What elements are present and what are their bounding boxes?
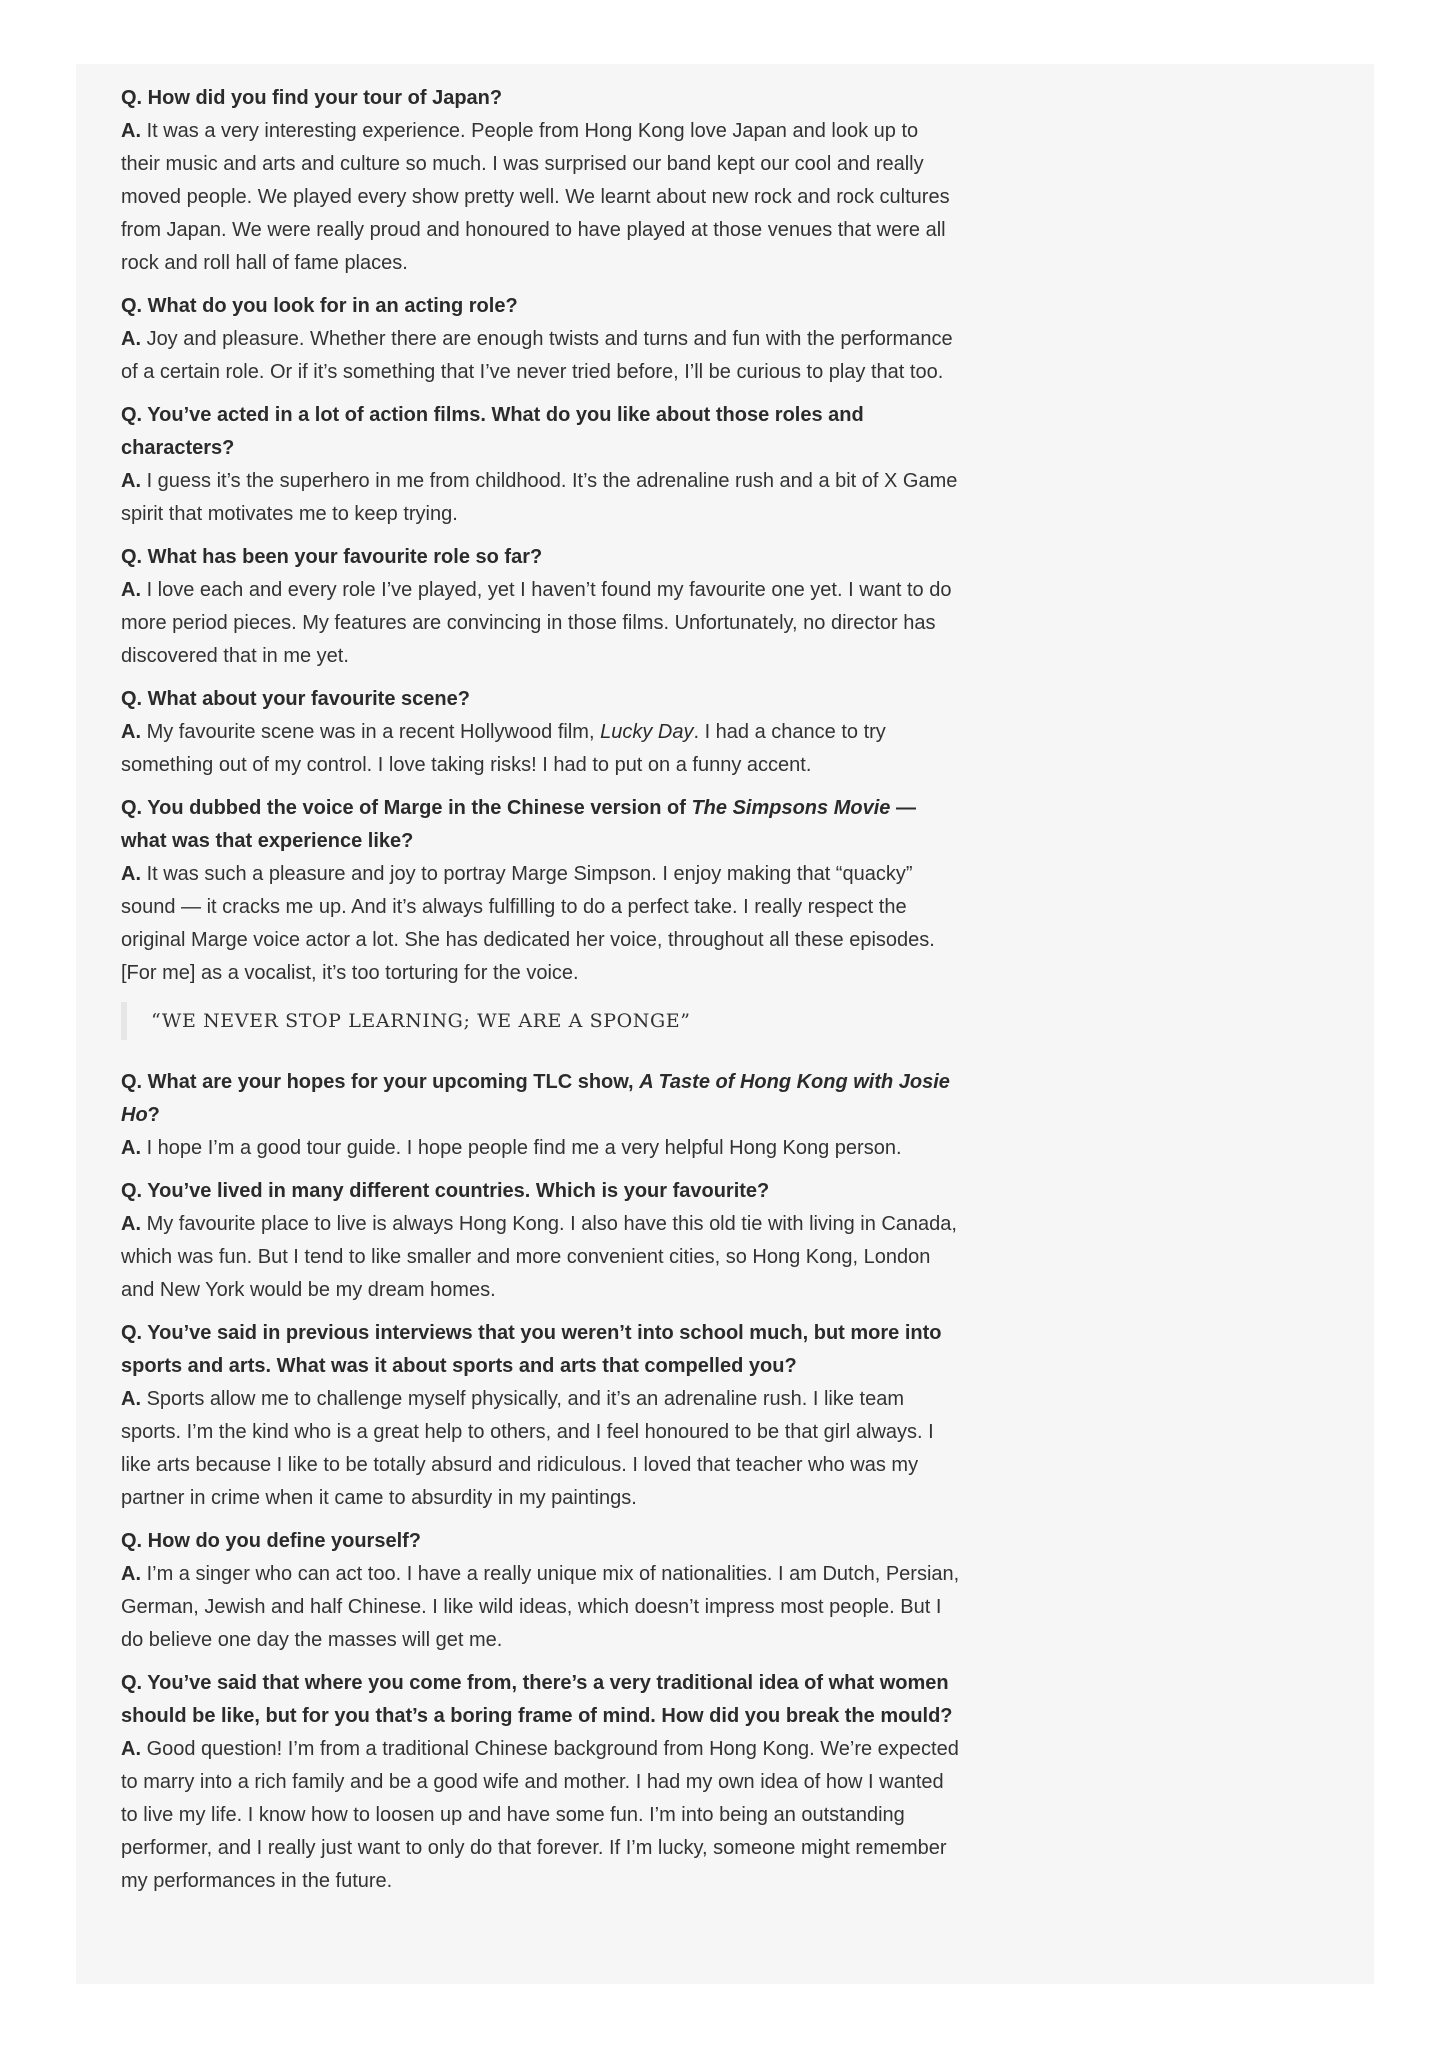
qa-item bbox=[121, 82, 961, 280]
answer-text: My favourite scene was in a recent Hollywood film, bbox=[146, 721, 601, 743]
film-title: The Simpsons Movie bbox=[691, 797, 891, 819]
answer-text: My favourite place to live is always Hong Kong. I also have this old tie with living in Canada, which was fun. But I tend to like smaller and more convenient cities, so Hong Kong, London and New York would be my dream homes. bbox=[121, 1213, 957, 1301]
answer-text: It was such a pleasure and joy to portray Marge Simpson. I enjoy making that “quacky” sound — it cracks me up. And it’s always fulfilling to do a perfect take. I really respect the original Marge voice actor a lot. She has dedicated her voice, throughout all these episodes. [For me] as a vocalist, it’s too torturing for the voice. bbox=[121, 863, 935, 984]
answer-text: I hope I’m a good tour guide. I hope people find me a very helpful Hong Kong person. bbox=[146, 1137, 902, 1159]
answer-prefix: A. bbox=[121, 1137, 141, 1159]
answer bbox=[121, 1733, 961, 1898]
question: Q. You’ve said that where you come from, there’s a very traditional idea of what women should be like, but for you that’s a boring frame of mind. How did you break the mould? bbox=[121, 1672, 953, 1727]
interview-body bbox=[121, 82, 961, 1908]
answer-text: I love each and every role I’ve played, yet I haven’t found my favourite one yet. I want to do more period pieces. My features are convincing in those films. Unfortunately, no director has discovered that in me yet. bbox=[121, 579, 952, 667]
qa-item bbox=[121, 1317, 961, 1515]
answer-prefix: A. bbox=[121, 1388, 141, 1410]
answer-prefix: A. bbox=[121, 1213, 141, 1235]
answer-text: Sports allow me to challenge myself physically, and it’s an adrenaline rush. I like team sports. I’m the kind who is a great help to others, and I feel honoured to be that girl always. I like arts because I like to be totally absurd and ridiculous. I loved that teacher who was my partner in crime when it came to absurdity in my paintings. bbox=[121, 1388, 934, 1509]
qa-item bbox=[121, 683, 961, 782]
question: Q. How do you define yourself? bbox=[121, 1530, 422, 1552]
answer-prefix: A. bbox=[121, 328, 141, 350]
answer bbox=[121, 716, 961, 782]
question: Q. You’ve acted in a lot of action films. What do you like about those roles and characters? bbox=[121, 404, 864, 459]
qa-item bbox=[121, 399, 961, 531]
film-title: Lucky Day bbox=[600, 721, 694, 743]
question: Q. You’ve lived in many different countries. Which is your favourite? bbox=[121, 1180, 770, 1202]
question-text: ? bbox=[147, 1104, 160, 1126]
answer-prefix: A. bbox=[121, 1563, 141, 1585]
answer-prefix: A. bbox=[121, 470, 141, 492]
question: Q. What do you look for in an acting role? bbox=[121, 295, 518, 317]
answer-text: . I had a chance to try something out of my control. I love taking risks! I had to put on a funny accent. bbox=[121, 721, 886, 776]
question-text: — what was that experience like? bbox=[121, 797, 916, 852]
answer-text: I’m a singer who can act too. I have a really unique mix of nationalities. I am Dutch, Persian, German, Jewish and half Chinese. I like wild ideas, which doesn’t impress most people. But I do believe one day the masses will get me. bbox=[121, 1563, 960, 1651]
answer bbox=[121, 574, 961, 673]
question bbox=[121, 792, 961, 858]
qa-item bbox=[121, 1525, 961, 1657]
answer-prefix: A. bbox=[121, 579, 141, 601]
answer-text: Joy and pleasure. Whether there are enough twists and turns and fun with the performance of a certain role. Or if it’s something that I’ve never tried before, I’ll be curious to play that too. bbox=[121, 328, 953, 383]
qa-item bbox=[121, 290, 961, 389]
qa-item bbox=[121, 541, 961, 673]
answer-text: It was a very interesting experience. People from Hong Kong love Japan and look up to their music and arts and culture so much. I was surprised our band kept our cool and really moved people. We played every show pretty well. We learnt about new rock and rock cultures from Japan. We were really proud and honoured to have played at those venues that were all rock and roll hall of fame places. bbox=[121, 120, 950, 274]
answer bbox=[121, 1208, 961, 1307]
answer-prefix: A. bbox=[121, 1738, 141, 1760]
question: Q. How did you find your tour of Japan? bbox=[121, 87, 503, 109]
question bbox=[121, 1066, 961, 1132]
qa-item bbox=[121, 1175, 961, 1307]
qa-item bbox=[121, 1667, 961, 1898]
answer bbox=[121, 115, 961, 280]
question: Q. You’ve said in previous interviews that you weren’t into school much, but more into sports and arts. What was it about sports and arts that compelled you? bbox=[121, 1322, 942, 1377]
answer bbox=[121, 1383, 961, 1515]
answer-text: Good question! I’m from a traditional Chinese background from Hong Kong. We’re expected to marry into a rich family and be a good wife and mother. I had my own idea of how I wanted to live my life. I know how to loosen up and have some fun. I’m into being an outstanding performer, and I really just want to only do that forever. If I’m lucky, someone might remember my performances in the future. bbox=[121, 1738, 959, 1892]
answer-prefix: A. bbox=[121, 863, 141, 885]
answer bbox=[121, 323, 961, 389]
pull-quote: “WE NEVER STOP LEARNING; WE ARE A SPONGE” bbox=[121, 1002, 961, 1040]
qa-item bbox=[121, 1066, 961, 1165]
answer-prefix: A. bbox=[121, 721, 141, 743]
question-text: Q. What are your hopes for your upcoming TLC show, bbox=[121, 1071, 640, 1093]
answer-text: I guess it’s the superhero in me from childhood. It’s the adrenaline rush and a bit of X Game spirit that motivates me to keep trying. bbox=[121, 470, 958, 525]
answer bbox=[121, 1132, 961, 1165]
qa-item bbox=[121, 792, 961, 990]
answer bbox=[121, 465, 961, 531]
show-title: A Taste of Hong Kong with Josie Ho bbox=[121, 1071, 950, 1126]
question-text: Q. You dubbed the voice of Marge in the Chinese version of bbox=[121, 797, 692, 819]
answer bbox=[121, 858, 961, 990]
question: Q. What about your favourite scene? bbox=[121, 688, 470, 710]
answer-prefix: A. bbox=[121, 120, 141, 142]
answer bbox=[121, 1558, 961, 1657]
question: Q. What has been your favourite role so far? bbox=[121, 546, 543, 568]
